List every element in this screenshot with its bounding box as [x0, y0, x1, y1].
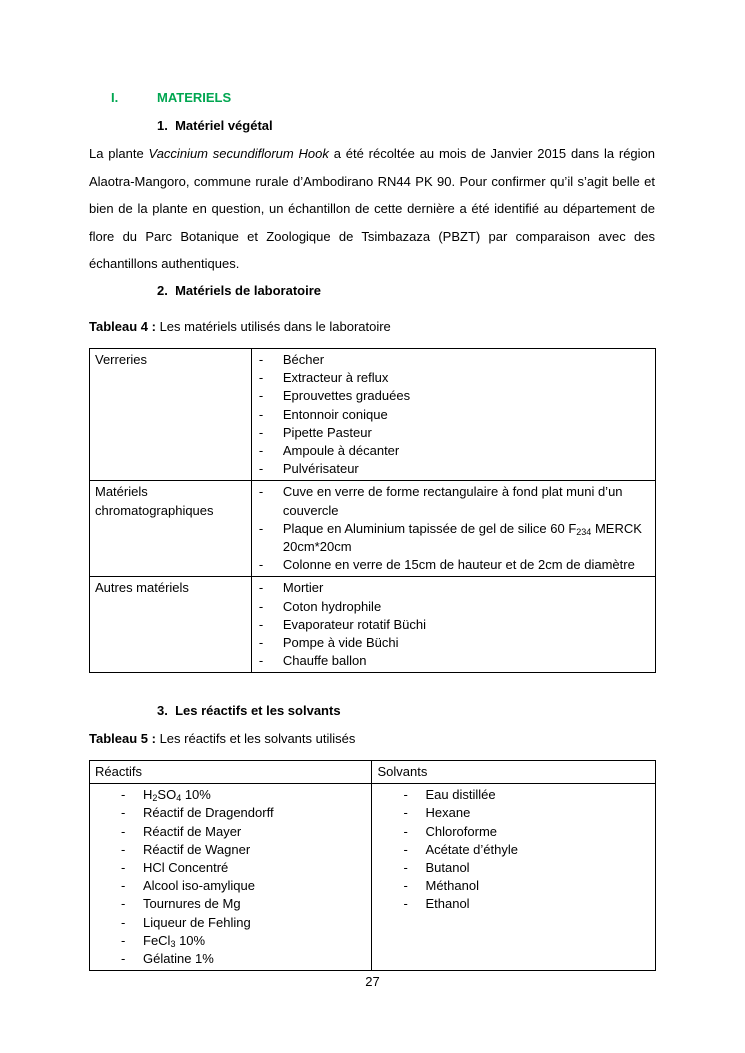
list-item: [257, 520, 650, 556]
items-list: [257, 483, 650, 574]
table-5-caption: [89, 731, 355, 746]
plate-subscript: 234: [576, 526, 592, 537]
list-item: - Eprouvettes graduées: [257, 387, 650, 405]
plate-text: Plaque en Aluminium tapissée de gel de silice 60 F: [282, 520, 577, 536]
subheading-1: [157, 118, 273, 133]
list-item: - Extracteur à reflux: [257, 369, 650, 387]
paragraph-part-2: a été récoltée au mois de Janvier 2015 dans la région Alaotra-Mangoro, commune rurale d’Ambodirano RN44 PK 90. Pour confirmer qu’il s’agit belle et bien de la plante en question, un échantillon de cette dernière a été identifié au département de flore du Parc Botanique et Zoologique de Tsimbazaza (PBZT) par comparaison avec des échantillons authentiques.: [89, 146, 656, 271]
solvents-list: [397, 786, 650, 913]
table-4-items-cell: [251, 481, 655, 577]
subheading-3-number: 3.: [157, 703, 168, 718]
list-item: - Evaporateur rotatif Büchi: [257, 616, 650, 634]
list-item: - Ethanol: [397, 895, 650, 913]
items-list: [257, 351, 650, 478]
plant-name: Vaccinium secundiflorum Hook: [148, 146, 329, 161]
table-4-caption-label: Tableau 4 :: [89, 319, 156, 334]
category-label: Verreries: [95, 352, 148, 367]
subheading-2-title: Matériels de laboratoire: [175, 283, 322, 298]
table-row: [90, 784, 656, 971]
formula-part: 10%: [181, 787, 211, 803]
section-number: I.: [111, 90, 119, 105]
table-4: [89, 348, 656, 673]
paragraph-part-1: La plante: [89, 146, 149, 161]
list-item: - Pompe à vide Büchi: [257, 634, 650, 652]
list-item: [115, 932, 366, 950]
table-4-category-cell: [90, 577, 252, 673]
table-header-row: [90, 761, 656, 784]
list-item: - Liqueur de Fehling: [115, 914, 366, 932]
list-item: - Tournures de Mg: [115, 895, 366, 913]
list-item: - Ampoule à décanter: [257, 442, 650, 460]
list-item: - Réactif de Mayer: [115, 823, 366, 841]
list-item: - Réactif de Wagner: [115, 841, 366, 859]
formula-subscript: 3: [170, 938, 176, 949]
plate-suffix: MERCK 20cm*20cm: [282, 520, 642, 555]
table-5: [89, 760, 656, 971]
list-item: - Acétate d’éthyle: [397, 841, 650, 859]
list-item: - Alcool iso-amylique: [115, 877, 366, 895]
category-label: Matériels chromatographiques: [95, 484, 214, 518]
reagents-cell: [90, 784, 372, 971]
list-item: - HCl Concentré: [115, 859, 366, 877]
subheading-3: [157, 703, 341, 718]
table-4-caption: [89, 319, 391, 334]
list-item: - Pipette Pasteur: [257, 424, 650, 442]
list-item: - Cuve en verre de forme rectangulaire à fond plat muni d’un couvercle: [257, 483, 650, 519]
subheading-1-number: 1.: [157, 118, 168, 133]
subheading-1-title: Matériel végétal: [175, 118, 273, 133]
list-item: - Bécher: [257, 351, 650, 369]
list-item: - Chauffe ballon: [257, 652, 650, 670]
list-item: - Entonnoir conique: [257, 406, 650, 424]
page-number: 27: [365, 974, 380, 989]
subheading-3-title: Les réactifs et les solvants: [175, 703, 341, 718]
list-item: - Colonne en verre de 15cm de hauteur et de 2cm de diamètre: [257, 556, 650, 574]
list-item: [115, 786, 366, 804]
table-4-caption-text: Les matériels utilisés dans le laboratoire: [155, 319, 391, 334]
items-list: [257, 579, 650, 670]
table-5-caption-text: Les réactifs et les solvants utilisés: [155, 731, 356, 746]
header-solvents: Solvants: [372, 761, 656, 784]
table-row: [90, 349, 656, 481]
list-item: - Mortier: [257, 579, 650, 597]
header-reagents: Réactifs: [90, 761, 372, 784]
list-item: - Hexane: [397, 804, 650, 822]
list-item: - Pulvérisateur: [257, 460, 650, 478]
subheading-2-number: 2.: [157, 283, 168, 298]
table-4-category-cell: [90, 481, 252, 577]
section-title: MATERIELS: [157, 90, 232, 105]
table-row: [90, 577, 656, 673]
list-item: - Réactif de Dragendorff: [115, 804, 366, 822]
table-5-caption-label: Tableau 5 :: [89, 731, 156, 746]
reagents-list: [115, 786, 366, 968]
formula-part: 10%: [175, 932, 206, 948]
list-item: - Eau distillée: [397, 786, 650, 804]
category-label: Autres matériels: [95, 580, 189, 596]
formula-part: SO: [157, 787, 177, 803]
table-4-items-cell: [251, 349, 655, 481]
formula-part: H: [143, 787, 153, 803]
table-row: [90, 481, 656, 577]
list-item: - Coton hydrophile: [257, 598, 650, 616]
table-4-items-cell: [251, 577, 655, 673]
formula-part: FeCl: [143, 932, 171, 948]
list-item: - Gélatine 1%: [115, 950, 366, 968]
list-item: - Butanol: [397, 859, 650, 877]
list-item: - Méthanol: [397, 877, 650, 895]
intro-paragraph: [89, 140, 655, 278]
table-4-category-cell: [90, 349, 252, 481]
solvents-cell: [372, 784, 656, 971]
formula-subscript: 4: [176, 793, 182, 804]
subheading-2: [157, 283, 321, 298]
list-item: - Chloroforme: [397, 823, 650, 841]
formula-subscript: 2: [152, 793, 158, 804]
